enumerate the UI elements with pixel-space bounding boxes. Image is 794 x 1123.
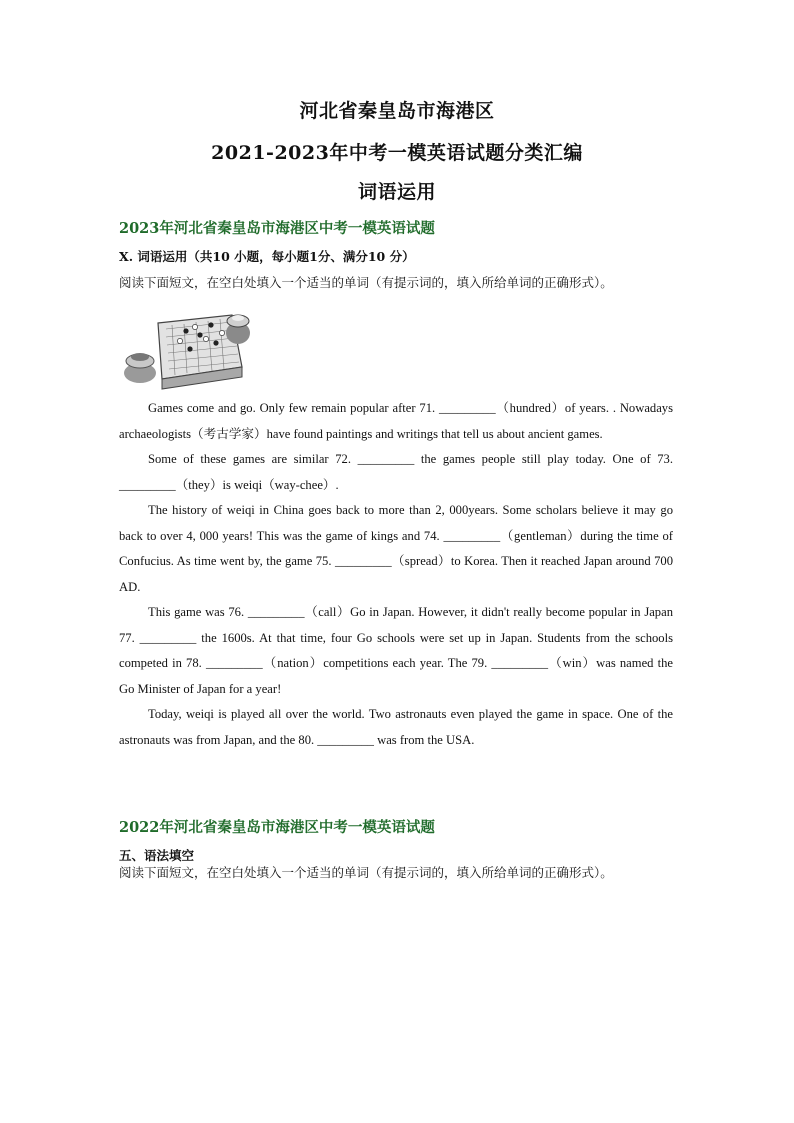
section-2023-part-label: X. 词语运用（共10 小题，每小题1分、满分10 分） bbox=[119, 249, 415, 264]
section-2023-heading: 2023年河北省秦皇岛市海港区中考一模英语试题 bbox=[119, 220, 435, 237]
passage-paragraph: Today, weiqi is played all over the world. Two astronauts even played the game in space. One of the astronauts was from Japan, and the 80. _________ was from the USA. bbox=[119, 707, 673, 747]
section-2022-part-label: 五、语法填空 bbox=[119, 848, 195, 863]
passage-paragraph: This game was 76. _________（call）Go in Japan. However, it didn't really become popular in Japan 77. _________ the 1600s. At that time, four Go schools were set up in Japan. Students from the schools competed in 78. _________（nation）competitions each year. The 79. _________（win）was named the Go Minister of Japan for a year! bbox=[119, 605, 673, 696]
doc-title-line1: 河北省秦皇岛市海港区 bbox=[299, 100, 495, 122]
passage-paragraph: Some of these games are similar 72. _________ the games people still play today. One of 73. _________（they）is weiqi（way-chee）. bbox=[119, 452, 673, 492]
passage-paragraph: The history of weiqi in China goes back to more than 2, 000years. Some scholars believe it may go back to over 4, 000 years! This was the game of kings and 74. _________（gentleman）during the time of Confucius. As time went by, the game 75. _________（spread）to Korea. Then it reached Japan around 700 AD. bbox=[119, 503, 673, 594]
passage-2023 bbox=[119, 396, 673, 753]
section-2022-heading: 2022年河北省秦皇岛市海港区中考一模英语试题 bbox=[119, 819, 435, 836]
go-board-illustration-icon bbox=[120, 305, 260, 392]
section-2022-instruction: 阅读下面短文，在空白处填入一个适当的单词（有提示词的，填入所给单词的正确形式）。 bbox=[119, 865, 613, 880]
passage-paragraph: Games come and go. Only few remain popular after 71. _________（hundred）of years. . Nowadays archaeologists（考古学家）have found paintings and writings that tell us about ancient games. bbox=[119, 401, 673, 441]
doc-title-line2: 2021-2023年中考一模英语试题分类汇编 bbox=[211, 142, 583, 164]
doc-title-line3: 词语运用 bbox=[357, 181, 436, 203]
section-2023-instruction: 阅读下面短文，在空白处填入一个适当的单词（有提示词的，填入所给单词的正确形式）。 bbox=[119, 275, 613, 290]
